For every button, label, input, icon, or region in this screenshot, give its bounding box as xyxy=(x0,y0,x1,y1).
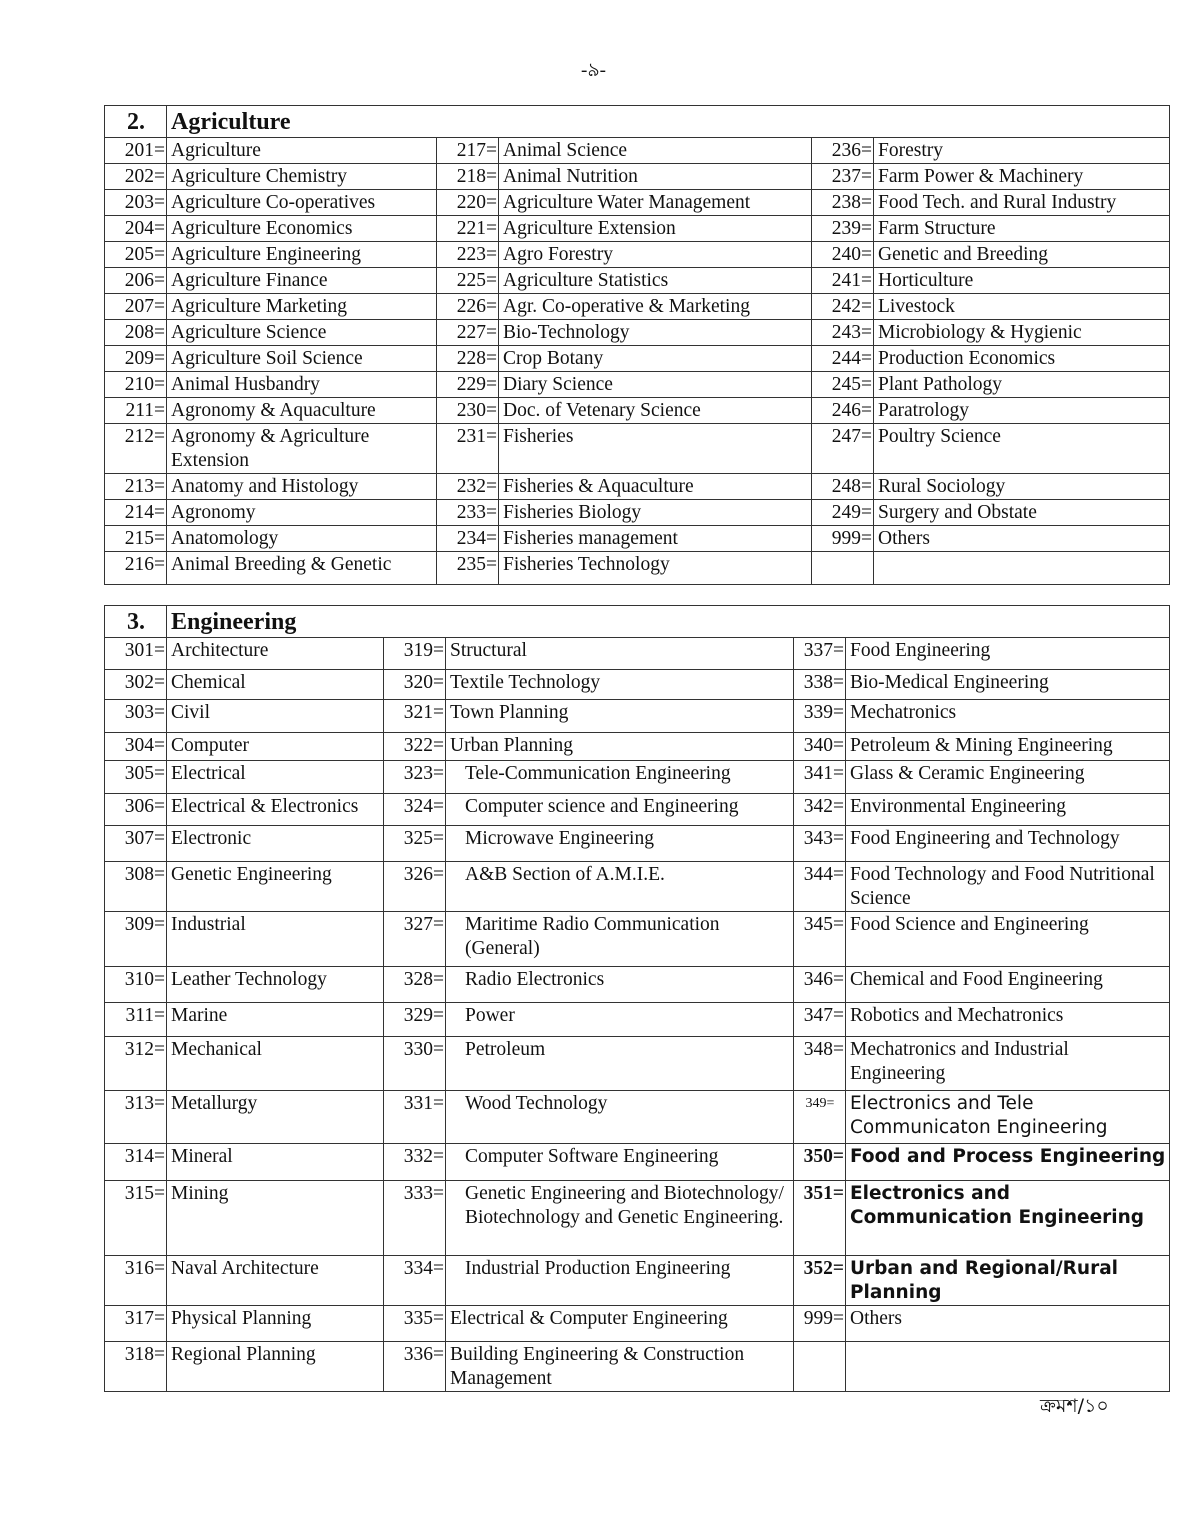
code-number: 231= xyxy=(437,424,499,474)
code-number: 214= xyxy=(105,500,167,526)
code-number: 225= xyxy=(437,268,499,294)
code-number: 317= xyxy=(105,1306,167,1342)
code-number: 248= xyxy=(812,474,874,500)
code-number: 333= xyxy=(384,1181,446,1256)
code-number: 318= xyxy=(105,1342,167,1392)
subject-name: Petroleum & Mining Engineering xyxy=(846,733,1170,761)
table-row xyxy=(105,372,1170,398)
table-row xyxy=(105,1342,1170,1392)
subject-name: Farm Power & Machinery xyxy=(874,164,1170,190)
code-number: 215= xyxy=(105,526,167,552)
subject-name xyxy=(874,552,1170,585)
code-number: 322= xyxy=(384,733,446,761)
table-row xyxy=(105,242,1170,268)
subject-name: Electronics and Communication Engineering xyxy=(846,1181,1170,1256)
code-number: 220= xyxy=(437,190,499,216)
code-number: 310= xyxy=(105,967,167,1003)
table-row xyxy=(105,398,1170,424)
subject-name: Power xyxy=(446,1003,794,1037)
subject-name: Food Engineering xyxy=(846,638,1170,670)
code-number: 345= xyxy=(794,912,846,967)
code-number: 229= xyxy=(437,372,499,398)
table-row xyxy=(105,190,1170,216)
table-header xyxy=(105,106,1170,138)
code-number: 332= xyxy=(384,1144,446,1181)
code-number: 327= xyxy=(384,912,446,967)
code-number: 208= xyxy=(105,320,167,346)
code-number: 314= xyxy=(105,1144,167,1181)
subject-name: Livestock xyxy=(874,294,1170,320)
code-number: 247= xyxy=(812,424,874,474)
code-number: 352= xyxy=(794,1256,846,1306)
subject-name: Agriculture Soil Science xyxy=(167,346,437,372)
code-number: 343= xyxy=(794,826,846,862)
code-number: 211= xyxy=(105,398,167,424)
table-row xyxy=(105,1256,1170,1306)
subject-name: Bio-Medical Engineering xyxy=(846,670,1170,700)
table-row xyxy=(105,552,1170,585)
subject-name: Metallurgy xyxy=(167,1091,384,1144)
subject-name: Food Technology and Food Nutritional Science xyxy=(846,862,1170,912)
section-number: 3. xyxy=(105,606,167,638)
code-number: 218= xyxy=(437,164,499,190)
code-number: 204= xyxy=(105,216,167,242)
code-number: 344= xyxy=(794,862,846,912)
code-number: 304= xyxy=(105,733,167,761)
table-row xyxy=(105,268,1170,294)
subject-name: Electronic xyxy=(167,826,384,862)
subject-name: Anatomy and Histology xyxy=(167,474,437,500)
code-number: 342= xyxy=(794,794,846,826)
subject-name: Production Economics xyxy=(874,346,1170,372)
table-row xyxy=(105,862,1170,912)
code-number: 347= xyxy=(794,1003,846,1037)
agriculture-codes-table xyxy=(104,105,1170,585)
code-number: 324= xyxy=(384,794,446,826)
subject-name: Poultry Science xyxy=(874,424,1170,474)
subject-name: Animal Breeding & Genetic xyxy=(167,552,437,585)
subject-name: Computer science and Engineering xyxy=(446,794,794,826)
subject-name: Fisheries xyxy=(499,424,812,474)
code-number: 221= xyxy=(437,216,499,242)
code-number: 339= xyxy=(794,700,846,733)
code-number: 329= xyxy=(384,1003,446,1037)
code-number: 216= xyxy=(105,552,167,585)
table-row xyxy=(105,216,1170,242)
code-number xyxy=(812,552,874,585)
subject-name: Farm Structure xyxy=(874,216,1170,242)
code-number: 312= xyxy=(105,1037,167,1091)
code-number: 228= xyxy=(437,346,499,372)
code-number: 235= xyxy=(437,552,499,585)
subject-name: Mechatronics xyxy=(846,700,1170,733)
subject-name: Agronomy & Aquaculture xyxy=(167,398,437,424)
subject-name: Town Planning xyxy=(446,700,794,733)
subject-name: Architecture xyxy=(167,638,384,670)
code-number: 330= xyxy=(384,1037,446,1091)
subject-name: Agriculture Co-operatives xyxy=(167,190,437,216)
code-number: 351= xyxy=(794,1181,846,1256)
subject-name: Mechatronics and Industrial Engineering xyxy=(846,1037,1170,1091)
section-number: 2. xyxy=(105,106,167,138)
table-row xyxy=(105,638,1170,670)
subject-name: Textile Technology xyxy=(446,670,794,700)
table-row xyxy=(105,826,1170,862)
code-number: 207= xyxy=(105,294,167,320)
table-header xyxy=(105,606,1170,638)
subject-name: Food Science and Engineering xyxy=(846,912,1170,967)
subject-name: Industrial xyxy=(167,912,384,967)
code-number: 302= xyxy=(105,670,167,700)
subject-name: Building Engineering & Construction Management xyxy=(446,1342,794,1392)
table-row xyxy=(105,912,1170,967)
code-number: 209= xyxy=(105,346,167,372)
subject-name: Maritime Radio Communication (General) xyxy=(446,912,794,967)
subject-name: Animal Nutrition xyxy=(499,164,812,190)
code-number: 319= xyxy=(384,638,446,670)
subject-name: Mechanical xyxy=(167,1037,384,1091)
code-number: 249= xyxy=(812,500,874,526)
table-row xyxy=(105,1037,1170,1091)
code-number: 346= xyxy=(794,967,846,1003)
subject-name: Computer Software Engineering xyxy=(446,1144,794,1181)
table-row xyxy=(105,500,1170,526)
subject-name: Animal Science xyxy=(499,138,812,164)
table-row xyxy=(105,967,1170,1003)
page-number: -৯- xyxy=(581,60,606,81)
code-number: 301= xyxy=(105,638,167,670)
code-number: 316= xyxy=(105,1256,167,1306)
subject-name: Agriculture Statistics xyxy=(499,268,812,294)
code-number: 201= xyxy=(105,138,167,164)
code-number: 245= xyxy=(812,372,874,398)
section-title: Agriculture xyxy=(167,106,1170,138)
subject-name: Urban Planning xyxy=(446,733,794,761)
subject-name: Regional Planning xyxy=(167,1342,384,1392)
code-number: 308= xyxy=(105,862,167,912)
code-number: 338= xyxy=(794,670,846,700)
table-row xyxy=(105,526,1170,552)
code-number: 303= xyxy=(105,700,167,733)
subject-name: Radio Electronics xyxy=(446,967,794,1003)
code-number: 334= xyxy=(384,1256,446,1306)
subject-name: Industrial Production Engineering xyxy=(446,1256,794,1306)
code-number: 203= xyxy=(105,190,167,216)
code-number: 305= xyxy=(105,761,167,794)
table-row xyxy=(105,164,1170,190)
subject-name: Crop Botany xyxy=(499,346,812,372)
subject-name: Genetic Engineering and Biotechnology/ Biotechnology and Genetic Engineering. xyxy=(446,1181,794,1256)
code-number: 321= xyxy=(384,700,446,733)
code-number: 335= xyxy=(384,1306,446,1342)
code-number: 311= xyxy=(105,1003,167,1037)
subject-name: Bio-Technology xyxy=(499,320,812,346)
code-number: 210= xyxy=(105,372,167,398)
subject-name: Agriculture Water Management xyxy=(499,190,812,216)
code-number: 313= xyxy=(105,1091,167,1144)
table-row xyxy=(105,320,1170,346)
subject-name: Environmental Engineering xyxy=(846,794,1170,826)
code-number: 337= xyxy=(794,638,846,670)
subject-name: Agr. Co-operative & Marketing xyxy=(499,294,812,320)
code-number: 234= xyxy=(437,526,499,552)
table-row xyxy=(105,1091,1170,1144)
subject-name: Anatomology xyxy=(167,526,437,552)
subject-name: Computer xyxy=(167,733,384,761)
subject-name: Plant Pathology xyxy=(874,372,1170,398)
subject-name: Agriculture Chemistry xyxy=(167,164,437,190)
subject-name: Others xyxy=(846,1306,1170,1342)
table-row xyxy=(105,294,1170,320)
table-row xyxy=(105,1306,1170,1342)
code-number: 213= xyxy=(105,474,167,500)
subject-name: Wood Technology xyxy=(446,1091,794,1144)
code-number: 205= xyxy=(105,242,167,268)
subject-name: Genetic Engineering xyxy=(167,862,384,912)
continuation-note: ক্রমশ/১০ xyxy=(1040,1395,1109,1417)
subject-name: Agriculture Marketing xyxy=(167,294,437,320)
subject-name: Agriculture Extension xyxy=(499,216,812,242)
table-row xyxy=(105,794,1170,826)
table-row xyxy=(105,138,1170,164)
code-number: 331= xyxy=(384,1091,446,1144)
table-row xyxy=(105,1144,1170,1181)
subject-name: Fisheries management xyxy=(499,526,812,552)
subject-name: Chemical and Food Engineering xyxy=(846,967,1170,1003)
subject-name: Agro Forestry xyxy=(499,242,812,268)
code-number: 323= xyxy=(384,761,446,794)
code-number xyxy=(794,1342,846,1392)
subject-name: Agriculture Science xyxy=(167,320,437,346)
subject-name: Rural Sociology xyxy=(874,474,1170,500)
subject-name: Forestry xyxy=(874,138,1170,164)
subject-name: Electrical & Electronics xyxy=(167,794,384,826)
code-number: 206= xyxy=(105,268,167,294)
table-row xyxy=(105,670,1170,700)
subject-name: Agronomy & Agriculture Extension xyxy=(167,424,437,474)
code-number: 340= xyxy=(794,733,846,761)
code-number: 226= xyxy=(437,294,499,320)
subject-name: Agriculture Finance xyxy=(167,268,437,294)
code-number: 202= xyxy=(105,164,167,190)
engineering-codes-table xyxy=(104,605,1170,1392)
table-row xyxy=(105,346,1170,372)
subject-name: Animal Husbandry xyxy=(167,372,437,398)
table-row xyxy=(105,1003,1170,1037)
code-number: 309= xyxy=(105,912,167,967)
subject-name: Agronomy xyxy=(167,500,437,526)
subject-name: Diary Science xyxy=(499,372,812,398)
subject-name: Mining xyxy=(167,1181,384,1256)
code-number: 237= xyxy=(812,164,874,190)
code-number: 999= xyxy=(812,526,874,552)
subject-name: Fisheries Biology xyxy=(499,500,812,526)
subject-name: Electrical & Computer Engineering xyxy=(446,1306,794,1342)
code-number: 240= xyxy=(812,242,874,268)
subject-name: Horticulture xyxy=(874,268,1170,294)
table-row xyxy=(105,424,1170,474)
code-number: 307= xyxy=(105,826,167,862)
subject-name: Mineral xyxy=(167,1144,384,1181)
code-number: 227= xyxy=(437,320,499,346)
code-number: 232= xyxy=(437,474,499,500)
subject-name: Agriculture Economics xyxy=(167,216,437,242)
subject-name: Leather Technology xyxy=(167,967,384,1003)
code-number: 246= xyxy=(812,398,874,424)
subject-name: Food and Process Engineering xyxy=(846,1144,1170,1181)
code-number: 341= xyxy=(794,761,846,794)
code-number: 350= xyxy=(794,1144,846,1181)
subject-name: Tele-Communication Engineering xyxy=(446,761,794,794)
code-number: 243= xyxy=(812,320,874,346)
subject-name: Agriculture xyxy=(167,138,437,164)
subject-name: Food Tech. and Rural Industry xyxy=(874,190,1170,216)
subject-name: Naval Architecture xyxy=(167,1256,384,1306)
subject-name: Petroleum xyxy=(446,1037,794,1091)
code-number: 217= xyxy=(437,138,499,164)
code-number: 306= xyxy=(105,794,167,826)
subject-name: Food Engineering and Technology xyxy=(846,826,1170,862)
subject-name: Robotics and Mechatronics xyxy=(846,1003,1170,1037)
code-number: 212= xyxy=(105,424,167,474)
subject-name: Microbiology & Hygienic xyxy=(874,320,1170,346)
subject-name: Fisheries & Aquaculture xyxy=(499,474,812,500)
subject-name: Electronics and Tele Communicaton Engineering xyxy=(846,1091,1170,1144)
subject-name: A&B Section of A.M.I.E. xyxy=(446,862,794,912)
subject-name: Physical Planning xyxy=(167,1306,384,1342)
code-number: 336= xyxy=(384,1342,446,1392)
code-number: 328= xyxy=(384,967,446,1003)
code-number: 326= xyxy=(384,862,446,912)
code-number: 236= xyxy=(812,138,874,164)
table-row xyxy=(105,700,1170,733)
subject-name xyxy=(846,1342,1170,1392)
subject-name: Agriculture Engineering xyxy=(167,242,437,268)
subject-name: Urban and Regional/Rural Planning xyxy=(846,1256,1170,1306)
table-row xyxy=(105,733,1170,761)
code-number: 315= xyxy=(105,1181,167,1256)
code-number: 999= xyxy=(794,1306,846,1342)
code-number: 230= xyxy=(437,398,499,424)
table-row xyxy=(105,474,1170,500)
subject-name: Doc. of Vetenary Science xyxy=(499,398,812,424)
table-row xyxy=(105,1181,1170,1256)
section-title: Engineering xyxy=(167,606,1170,638)
subject-name: Glass & Ceramic Engineering xyxy=(846,761,1170,794)
subject-name: Civil xyxy=(167,700,384,733)
subject-name: Others xyxy=(874,526,1170,552)
code-number: 242= xyxy=(812,294,874,320)
code-number: 238= xyxy=(812,190,874,216)
code-number: 349= xyxy=(794,1091,846,1144)
code-number: 233= xyxy=(437,500,499,526)
code-number: 244= xyxy=(812,346,874,372)
subject-name: Genetic and Breeding xyxy=(874,242,1170,268)
subject-name: Structural xyxy=(446,638,794,670)
subject-name: Electrical xyxy=(167,761,384,794)
code-number: 239= xyxy=(812,216,874,242)
code-number: 348= xyxy=(794,1037,846,1091)
code-number: 320= xyxy=(384,670,446,700)
subject-name: Fisheries Technology xyxy=(499,552,812,585)
subject-name: Microwave Engineering xyxy=(446,826,794,862)
table-row xyxy=(105,761,1170,794)
code-number: 223= xyxy=(437,242,499,268)
subject-name: Paratrology xyxy=(874,398,1170,424)
code-number: 325= xyxy=(384,826,446,862)
subject-name: Surgery and Obstate xyxy=(874,500,1170,526)
subject-name: Chemical xyxy=(167,670,384,700)
subject-name: Marine xyxy=(167,1003,384,1037)
code-number: 241= xyxy=(812,268,874,294)
